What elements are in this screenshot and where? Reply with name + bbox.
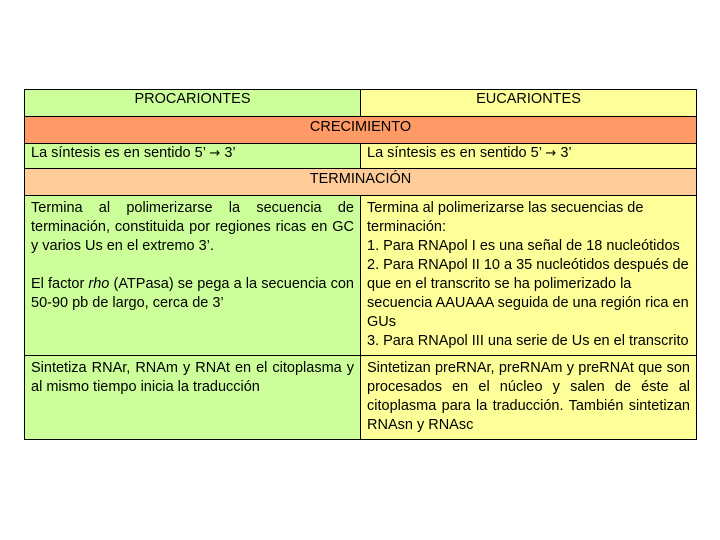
comparison-table: [24, 89, 697, 440]
growth-prokaryotes-cell: [25, 144, 361, 169]
growth-section-title: CRECIMIENTO: [25, 117, 697, 144]
right-arrow-icon: →: [545, 146, 557, 161]
termination-eukaryotes-item: 2. Para RNApol II 10 a 35 nucleótidos después de que en el transcrito se ha polimerizado la secuencia AAUAAA seguida de una región rica en GUs: [367, 257, 689, 330]
header-eukaryotes: EUCARIONTES: [361, 90, 697, 117]
termination-eukaryotes-item: 1. Para RNApol I es una señal de 18 nucleótidos: [367, 238, 680, 254]
growth-row: [25, 144, 697, 169]
termination-prokaryotes-paragraph-2: El factor rho (ATPasa) se pega a la secuencia con 50-90 pb de largo, cerca de 3’: [31, 276, 354, 311]
termination-prokaryotes-paragraph-1: Termina al polimerizarse la secuencia de terminación, constituida por regiones ricas en GC y varios Us en el extremo 3’.: [31, 200, 354, 254]
termination-row: [25, 196, 697, 356]
termination-eukaryotes-item: 3. Para RNApol III una serie de Us en el transcrito: [367, 333, 689, 349]
termination-prokaryotes-cell: [25, 196, 361, 356]
growth-section-row: [25, 117, 697, 144]
termination-eukaryotes-intro: Termina al polimerizarse las secuencias de terminación:: [367, 200, 644, 235]
header-prokaryotes: PROCARIONTES: [25, 90, 361, 117]
termination-section-title: TERMINACIÓN: [25, 169, 697, 196]
growth-prokaryotes-end: 3’: [224, 145, 236, 161]
growth-eukaryotes-cell: [361, 144, 697, 169]
termination-section-row: [25, 169, 697, 196]
header-row: [25, 90, 697, 117]
synthesis-eukaryotes-cell: Sintetizan preRNAr, preRNAm y preRNAt que son procesados en el núcleo y salen de éste al citoplasma para la traducción. También sintetizan RNAsn y RNAsc: [361, 356, 697, 440]
growth-eukaryotes-text: La síntesis es en sentido 5’: [367, 145, 542, 161]
growth-prokaryotes-text: La síntesis es en sentido 5’: [31, 145, 206, 161]
termination-eukaryotes-cell: [361, 196, 697, 356]
synthesis-prokaryotes-cell: Sintetiza RNAr, RNAm y RNAt en el citoplasma y al mismo tiempo inicia la traducción: [25, 356, 361, 440]
rho-factor-name: rho: [88, 276, 110, 292]
right-arrow-icon: →: [209, 146, 221, 161]
growth-eukaryotes-end: 3’: [560, 145, 572, 161]
synthesis-row: [25, 356, 697, 440]
